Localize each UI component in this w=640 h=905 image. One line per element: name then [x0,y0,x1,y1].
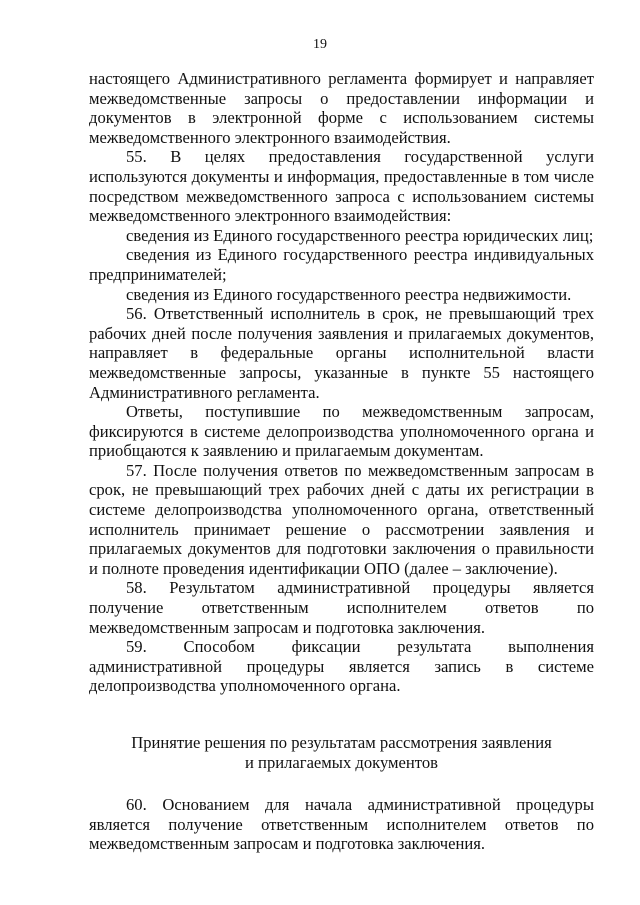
paragraph-55: 55. В целях предоставления государственной услуги используются документы и информация, предоставленные в том числе посредством межведомственного запроса с использованием системы межведомственного электронного взаимодействия: [89,147,594,226]
paragraph-58: 58. Результатом административной процедуры является получение ответственным исполнителем ответов по межведомственным запросам и подготовка заключения. [89,578,594,637]
document-body-continued [89,795,594,854]
paragraph-60: 60. Основанием для начала административной процедуры является получение ответственным исполнителем ответов по межведомственным запросам и подготовка заключения. [89,795,594,854]
paragraph-list-item: сведения из Единого государственного реестра индивидуальных предпринимателей; [89,245,594,284]
paragraph-59: 59. Способом фиксации результата выполнения административной процедуры является запись в системе делопроизводства уполномоченного органа. [89,637,594,696]
section-heading-line-1: Принятие решения по результатам рассмотрения заявления [131,733,552,752]
paragraph-list-item: сведения из Единого государственного реестра недвижимости. [126,284,572,304]
paragraph-list-item: сведения из Единого государственного реестра юридических лиц; [126,225,594,245]
paragraph-responses: Ответы, поступившие по межведомственным запросам, фиксируются в системе делопроизводства уполномоченного органа и приобщаются к заявлению и прилагаемым документам. [89,402,594,461]
document-body [89,69,594,696]
section-heading [89,733,594,773]
paragraph-continuation: настоящего Административного регламента формирует и направляет межведомственные запросы о предоставлении информации и документов в электронной форме с использованием системы межведомственного электронного взаимодействия. [89,69,594,147]
page-number: 19 [313,37,327,52]
paragraph-56: 56. Ответственный исполнитель в срок, не превышающий трех рабочих дней после получения заявления и прилагаемых документов, направляет в федеральные органы исполнительной власти межведомственные запросы, указанные в пункте 55 настоящего Административного регламента. [89,304,594,402]
paragraph-57: 57. После получения ответов по межведомственным запросам в срок, не превышающий трех рабочих дней с даты их регистрации в системе делопроизводства уполномоченного органа, ответственный исполнитель принимает решение о рассмотрении заявления и прилагаемых документов для подготовки заключения о правильности и полноте проведения идентификации ОПО (далее – заключение). [89,460,594,578]
section-heading-line-2: и прилагаемых документов [245,753,438,772]
